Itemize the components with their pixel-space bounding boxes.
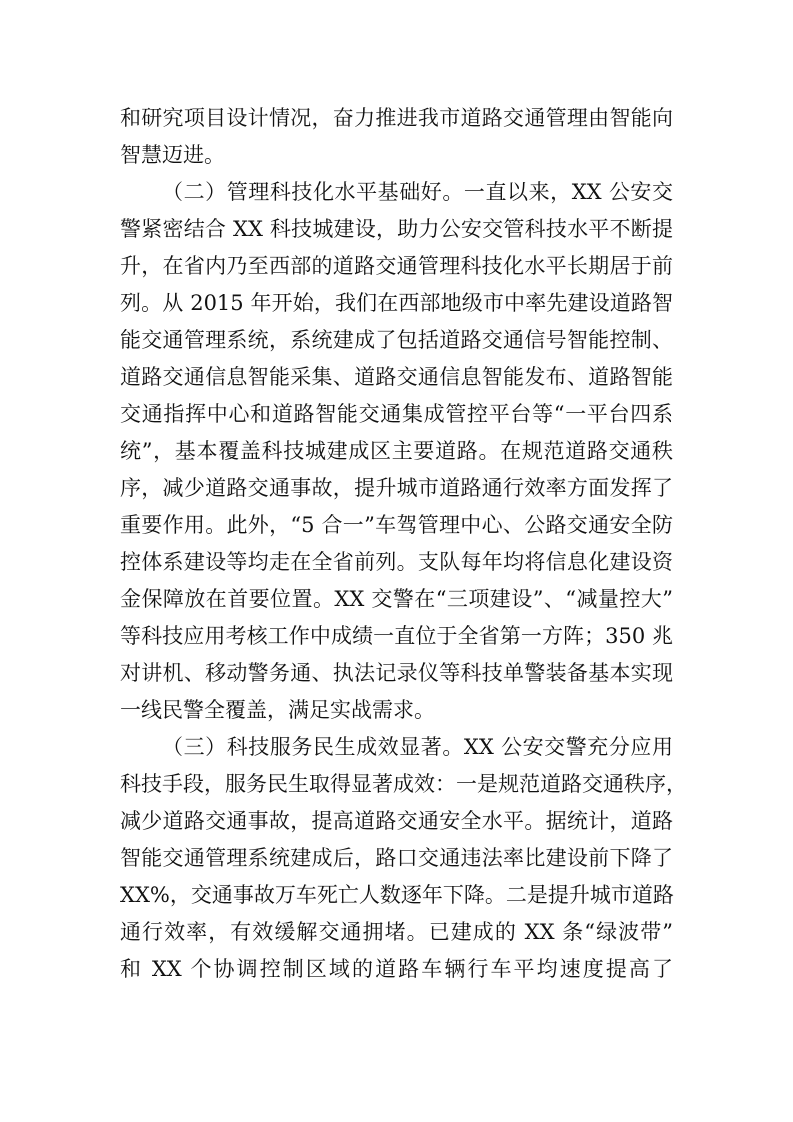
document-body bbox=[120, 100, 687, 988]
text-line: 道路交通信息智能采集、道路交通信息智能发布、道路智能 bbox=[120, 365, 673, 389]
text-line: 重要作用。此外，“5 合一”车驾管理中心、公路交通安全防 bbox=[120, 513, 673, 537]
text-line: 智能交通管理系统建成后，路口交通违法率比建设前下降了 bbox=[120, 846, 673, 870]
text-line: 通行效率，有效缓解交通拥堵。已建成的 XX 条“绿波带” bbox=[120, 920, 673, 944]
text-line: （二）管理科技化水平基础好。一直以来，XX 公安交 bbox=[162, 180, 673, 204]
text-line: XX%，交通事故万车死亡人数逐年下降。二是提升城市道路 bbox=[120, 883, 674, 907]
text-line: 统”，基本覆盖科技城建成区主要道路。在规范道路交通秩 bbox=[120, 439, 673, 463]
text-line: 交通指挥中心和道路智能交通集成管控平台等“一平台四系 bbox=[120, 402, 673, 426]
text-line: 警紧密结合 XX 科技城建设，助力公安交管科技水平不断提 bbox=[120, 217, 673, 241]
text-line: 升，在省内乃至西部的道路交通管理科技化水平长期居于前 bbox=[120, 254, 673, 278]
text-line: 金保障放在首要位置。XX 交警在“三项建设”、“减量控大” bbox=[120, 587, 673, 611]
text-line: 和 XX 个协调控制区域的道路车辆行车平均速度提高了 bbox=[120, 957, 673, 981]
text-line: 列。从 2015 年开始，我们在西部地级市中率先建设道路智 bbox=[120, 291, 673, 315]
text-line: 序，减少道路交通事故，提升城市道路通行效率方面发挥了 bbox=[120, 476, 673, 500]
text-line: （三）科技服务民生成效显著。XX 公安交警充分应用 bbox=[162, 735, 673, 759]
text-line: 控体系建设等均走在全省前列。支队每年均将信息化建设资 bbox=[120, 550, 673, 574]
text-line: 能交通管理系统，系统建成了包括道路交通信号智能控制、 bbox=[120, 328, 673, 352]
text-line: 科技手段，服务民生取得显著成效：一是规范道路交通秩序， bbox=[120, 772, 687, 796]
text-line: 等科技应用考核工作中成绩一直位于全省第一方阵；350 兆 bbox=[120, 624, 673, 648]
text-line: 减少道路交通事故，提高道路交通安全水平。据统计，道路 bbox=[120, 809, 673, 833]
text-line: 一线民警全覆盖，满足实战需求。 bbox=[120, 698, 435, 722]
text-line: 对讲机、移动警务通、执法记录仪等科技单警装备基本实现 bbox=[120, 661, 673, 685]
text-line: 和研究项目设计情况，奋力推进我市道路交通管理由智能向 bbox=[120, 106, 673, 130]
text-line: 智慧迈进。 bbox=[120, 143, 225, 167]
